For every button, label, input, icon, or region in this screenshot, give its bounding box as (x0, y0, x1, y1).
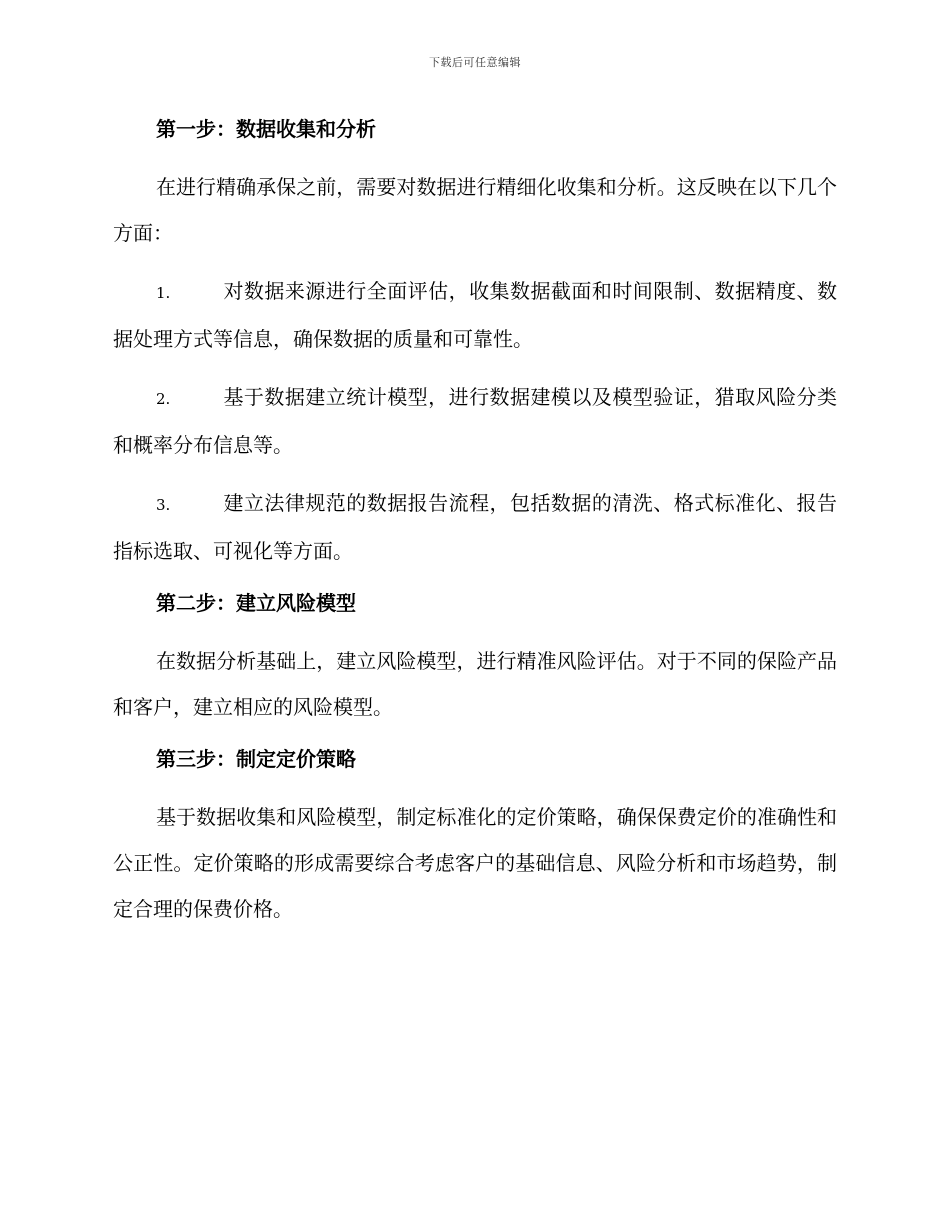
list-item-text: 对数据来源进行全面评估，收集数据截面和时间限制、数据精度、数据处理方式等信息，确保数据的质量和可靠性。 (113, 279, 837, 351)
list-item-text: 基于数据建立统计模型，进行数据建模以及模型验证，猎取风险分类和概率分布信息等。 (113, 385, 837, 457)
page-header: 下载后可任意编辑 (429, 56, 521, 69)
list-item-number: 2. (156, 390, 171, 408)
list-item-text: 建立法律规范的数据报告流程，包括数据的清洗、格式标准化、报告指标选取、可视化等方面。 (113, 491, 837, 563)
step3-heading: 第三步：制定定价策略 (156, 747, 356, 771)
step2-heading: 第二步：建立风险模型 (156, 591, 356, 615)
list-item-3 (113, 480, 837, 574)
list-item-2 (113, 374, 837, 468)
step1-intro: 在进行精确承保之前，需要对数据进行精细化收集和分析。这反映在以下几个方面： (113, 175, 837, 245)
document-body (113, 112, 837, 944)
step1-heading: 第一步：数据收集和分析 (156, 117, 376, 141)
step3-body: 基于数据收集和风险模型，制定标准化的定价策略，确保保费定价的准确性和公正性。定价策略的形成需要综合考虑客户的基础信息、风险分析和市场趋势，制定合理的保费价格。 (113, 805, 837, 921)
list-item-1 (113, 268, 837, 362)
list-item-number: 1. (156, 284, 171, 302)
list-item-number: 3. (156, 496, 171, 514)
step2-body: 在数据分析基础上，建立风险模型，进行精准风险评估。对于不同的保险产品和客户，建立相应的风险模型。 (113, 649, 837, 719)
